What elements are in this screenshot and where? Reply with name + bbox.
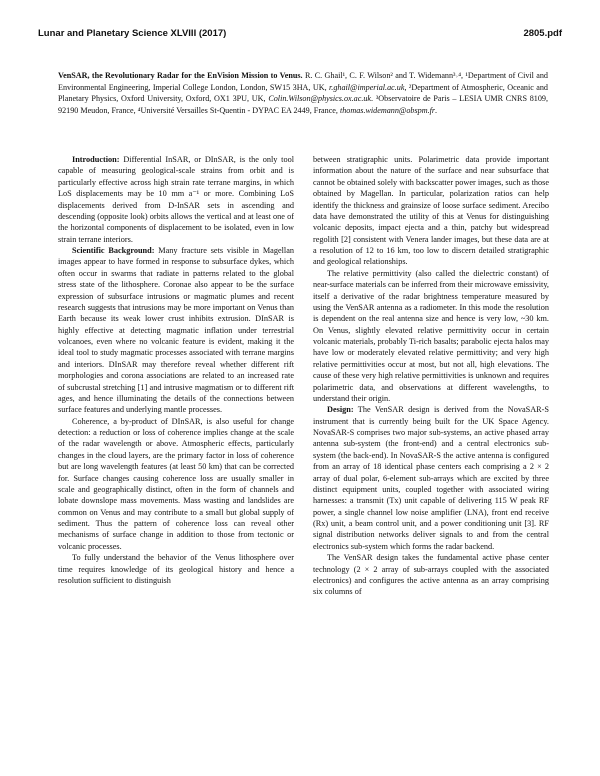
permittivity-paragraph: The relative permittivity (also called the dielectric constant) of near-surface materials can be inferred from their microwave emissivity, itself a derivative of the radar brightness temperature measured by using the VenSAR antenna as a radiometer. In this mode the resolution is dependent on the real antenna size and hence is very low, ~30 km. On Venus, slightly elevated relative permittivity occur in certain volcanic materials, probably Ti-rich basalts; parabolic ejecta halos may have low or moderately elevated relative permittivity; and very high relative permittivities occur at most, but not all, high elevations. The cause of these very high relative permittivities is unknown and requires polarimetric data, and observations at different wavelengths, to understand their origin. xyxy=(313,268,549,403)
authors-affiliations: R. C. Ghail¹, C. F. Wilson² and T. Widemann³˒⁴, ¹Department of Civil and Environmental Engineering, Imperial College London, London, SW15 3HA, UK, xyxy=(58,71,548,92)
email-widemann[interactable]: thomas.widemann@obspm.fr xyxy=(339,105,436,115)
title-block xyxy=(58,70,548,116)
scientific-background-heading: Scientific Background: xyxy=(72,246,155,255)
stratigraphic-paragraph: between stratigraphic units. Polarimetric data provide important information about the nature of the surface and near subsurface that cannot be obtained solely with backscatter power images, such as those obtained by Magellan. In particular, polarization ratios can help identify the thickness and grainsize of loose surface sediment. Arecibo data have demonstrated the utility of this at Venus for distinguishing volcanic deposits, impact ejecta and a thin, patchy but widespread regolith [2] consistent with Venera lander images, but these data are at a resolution of 12 to 16 km, too low to discern detailed stratigraphic and geological relationships. xyxy=(313,155,549,267)
right-column xyxy=(313,154,549,598)
abstract-number: 2805.pdf xyxy=(523,28,562,39)
fundamental-paragraph: The VenSAR design takes the fundamental active phase center technology (2 × 2 array of sub-arrays coupled with the associated electronics) and configures the active antenna as an array comprising six columns of xyxy=(313,553,549,597)
design-heading: Design: xyxy=(327,405,354,415)
affiliation-3: . ³Observatoire de Paris – LESIA UMR CNRS 8109, 92190 Meudon, France, ⁴Université Versailles St-Quentin - DYPAC EA 2449, France, xyxy=(58,94,549,115)
email-wilson[interactable]: Colin.Wilson@physics.ox.ac.uk xyxy=(268,94,372,104)
coherence-paragraph: Coherence, a by-product of DInSAR, is also useful for change detection: a reduction or loss of coherence implies change at the scale of the radar wavelength or above. Atmospheric effects, particularly changes in the cloud layers, are the primary factor in loss of coherence but are long wavelength features (at least 50 km) that can be corrected for. Surface changes causing coherence loss are usually smaller in scale and geographically distinct, often in the form of channels and lobate downslope mass movements. Mass wasting and landslides are common on Venus and may contribute to a small but global supply of sediment. Thus the pattern of coherence loss can reveal other mechanisms of surface change in addition to those from tectonic or volcanic processes. xyxy=(58,416,294,551)
left-column xyxy=(58,154,294,586)
fully-understand-paragraph: To fully understand the behavior of the Venus lithosphere over time requires knowledge of its geological history and hence a resolution sufficient to distinguish xyxy=(58,553,294,585)
paper-title: VenSAR, the Revolutionary Radar for the EnVision Mission to Venus. xyxy=(58,71,303,80)
affiliation-2: , ²Department of Atmospheric, Oceanic and Planetary Physics, Oxford University, Oxford, OX1 3PU, UK, xyxy=(58,82,548,104)
scientific-background-paragraph xyxy=(58,245,294,416)
scientific-background-text: Many fracture sets visible in Magellan images appear to have formed in response to subsurface dykes, which often occur in swarms that radiate in patterns related to the global stress state of the lithosphere. Coronae also appear to be the surface expression of subsurface intrusions or magmatic plumes and recent research suggests that intrusions may be more important on Venus than Earth because its weak lower crust inhibits extrusion. DInSAR is highly effective at detecting magmatic inflation under terrestrial volcanoes, even where no volcanic feature is evident, making it the ideal tool to study magmatic processes associated with terrane margins and interiors. DInSAR may therefore reveal whether different rift morphologies and corona associations are related to an increased rate of subcrustal stretching [1] and intrusive magmatism or to different rift ages, and hence illuminating the details of the connections between surface features and underlying mantle processes. xyxy=(58,246,294,415)
conference-name: Lunar and Planetary Science XLVIII (2017) xyxy=(38,28,227,39)
intro-heading: Introduction: xyxy=(72,155,120,164)
email-ghail[interactable]: r.ghail@imperial.ac.uk xyxy=(329,82,405,92)
intro-paragraph xyxy=(58,154,294,245)
design-paragraph xyxy=(313,404,549,552)
title-block-end: . xyxy=(435,105,438,115)
intro-text: Differential InSAR, or DInSAR, is the only tool capable of measuring geological-scale strains from orbit and is particularly effective across high strain rate terrane margins, in which LoS displacements may be 10 mm a⁻¹ or more. Combining LoS displacements derived from D-InSAR sets in ascending and descending (opposite look) orbits allows the vertical and at least one of the horizontal components of displacement to be isolated, even in low strain terrane interiors. xyxy=(58,155,294,244)
design-text: The VenSAR design is derived from the NovaSAR-S instrument that is currently being built for the UK Space Agency. NovaSAR-S comprises two major sub-systems, an active phased array antenna sub-system (the front-end) and a central electronics sub-system (the back-end). In NovaSAR-S the active antenna is configured from an array of 18 identical phase centers each comprising a 2 × 2 array of dual polar, 6-element sub-arrays which are excited by three distinct equipment units, coupled together with associated wiring harnesses: a transmit (Tx) unit capable of delivering 115 W peak RF power, a single channel low noise amplifier (LNA), front end receive (Rx) unit, a beam control unit, and a power conditioning unit [3]. RF signal distribution networks deliver signals to and from the central electronics sub-system which forms the radar backend. xyxy=(313,405,549,551)
page-header xyxy=(38,28,562,42)
